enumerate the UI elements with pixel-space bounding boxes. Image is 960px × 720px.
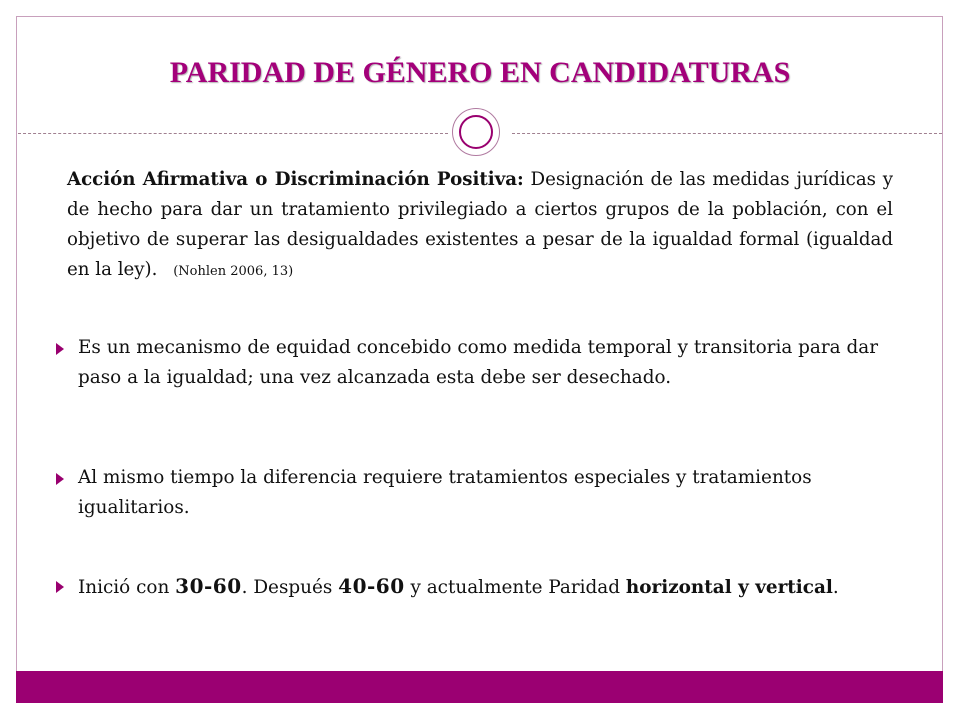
bullet-item bbox=[56, 463, 894, 523]
citation: (Nohlen 2006, 13) bbox=[173, 264, 294, 279]
bullet-text bbox=[78, 571, 894, 603]
divider-left bbox=[18, 133, 448, 134]
bullet-text: Es un mecanismo de equidad concebido como medida temporal y transitoria para dar paso a la igualdad; una vez alcanzada esta debe ser desechado. bbox=[78, 337, 879, 388]
circle-ornament-inner bbox=[459, 115, 493, 149]
bullet-item bbox=[56, 333, 894, 393]
ratio-value: 40-60 bbox=[338, 574, 405, 598]
definition-term: Acción Afirmativa o Discriminación Positiva: bbox=[67, 169, 524, 190]
footer-bar bbox=[16, 671, 943, 703]
divider-right bbox=[512, 133, 942, 134]
triangle-bullet-icon bbox=[56, 343, 64, 355]
bullet-text: Al mismo tiempo la diferencia requiere tratamientos especiales y tratamientos igualitarios. bbox=[78, 467, 812, 518]
circle-ornament-icon bbox=[452, 108, 500, 156]
slide-title: PARIDAD DE GÉNERO EN CANDIDATURAS bbox=[169, 56, 791, 89]
bullet-text-part: . Después bbox=[241, 577, 339, 598]
bullet-text-part: . bbox=[832, 577, 839, 598]
bullet-text-part: Inició con bbox=[78, 577, 176, 598]
bullet-item bbox=[56, 571, 894, 603]
triangle-bullet-icon bbox=[56, 473, 64, 485]
bullet-text-part: y actualmente Paridad bbox=[404, 577, 626, 598]
emphasis-text: horizontal y vertical bbox=[625, 577, 833, 598]
definition-paragraph bbox=[67, 165, 893, 287]
triangle-bullet-icon bbox=[56, 581, 64, 593]
ratio-value: 30-60 bbox=[175, 574, 242, 598]
definition-text: Designación de las medidas jurídicas y de hecho para dar un tratamiento privilegiado a ciertos grupos de la población, con el objetivo de superar las desigualdades existentes a pesar de la igualdad formal (igualdad en la ley). bbox=[67, 169, 893, 280]
